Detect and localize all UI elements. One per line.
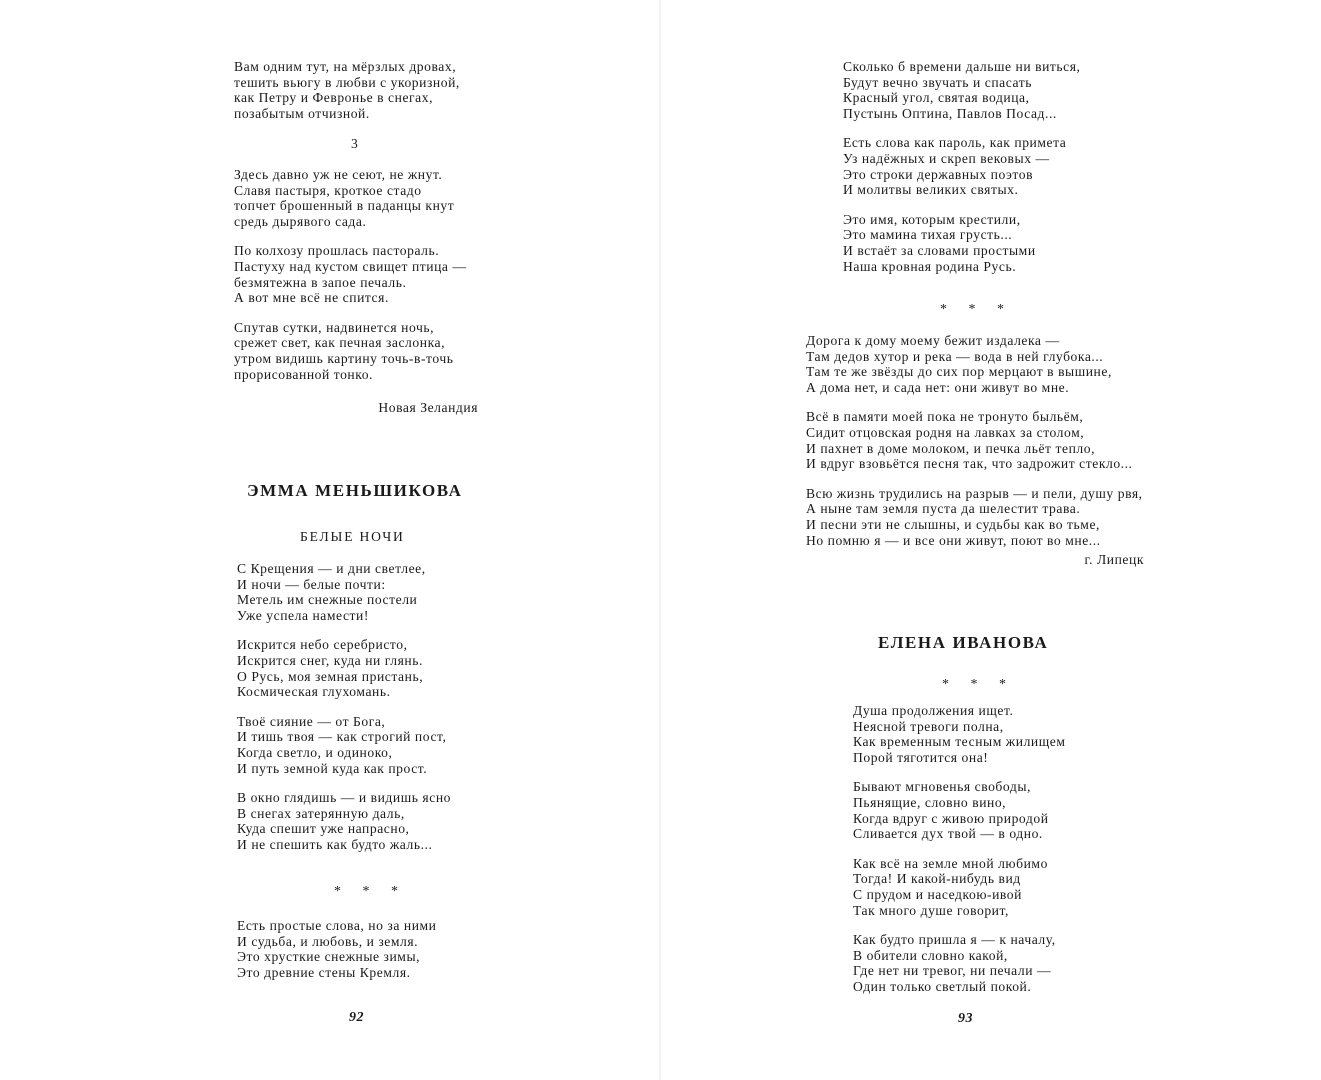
poem-white-nights <box>237 561 451 867</box>
stanza <box>234 320 467 382</box>
stanza <box>853 932 1065 994</box>
verse-line: тешить вьюгу в любви с укоризной, <box>234 74 460 90</box>
verse-line: Уз надёжных и скреп вековых — <box>843 150 1050 166</box>
stanza <box>237 714 451 776</box>
verse-line: позабытым отчизной. <box>234 105 370 121</box>
verse-line: Один только светлый покой. <box>853 978 1032 994</box>
stanza <box>237 790 451 852</box>
poem-continuation <box>843 59 1081 288</box>
verse-line: Это хрусткие снежные зимы, <box>237 949 421 965</box>
verse-line: Вам одним тут, на мёрзлых дровах, <box>234 59 457 74</box>
poem-title: БЕЛЫЕ НОЧИ <box>300 529 405 544</box>
stanza <box>237 637 451 699</box>
verse-line: Это древние стены Кремля. <box>237 964 411 980</box>
page-number: 93 <box>958 1011 973 1026</box>
left-page <box>0 0 660 1080</box>
verse-line: Пустынь Оптина, Павлов Посад... <box>843 105 1057 121</box>
verse-line: В снегах затерянную даль, <box>237 805 405 821</box>
stanza <box>853 779 1065 841</box>
verse-line: топчет брошенный в паданцы кнут <box>234 198 455 214</box>
verse-line: И вдруг взовьётся песня так, что задрожит стекло... <box>806 456 1133 472</box>
asterism-separator: * * * <box>334 884 407 899</box>
page-number: 92 <box>349 1010 364 1025</box>
verse-line: Там дедов хутор и река — вода в ней глубока... <box>806 348 1104 364</box>
verse-line: Куда спешит уже напрасно, <box>237 821 410 837</box>
verse-line: И пахнет в доме молоком, и печка льёт тепло, <box>806 440 1096 456</box>
stanza <box>853 856 1065 918</box>
stanza <box>843 59 1081 121</box>
verse-line: В обители словно какой, <box>853 947 1008 963</box>
verse-line: И ночи — белые почти: <box>237 576 386 592</box>
verse-line: Пьянящие, словно вино, <box>853 794 1007 810</box>
poem-road-home <box>806 333 1143 562</box>
place-signature: г. Липецк <box>1084 552 1144 567</box>
verse-line: Есть слова как пароль, как примета <box>843 135 1067 151</box>
verse-line: А вот мне всё не спится. <box>234 290 389 306</box>
verse-line: Порой тяготится она! <box>853 749 989 765</box>
stanza <box>806 409 1143 471</box>
verse-line: Там те же звёзды до сих пор мерцают в вышине, <box>806 364 1112 380</box>
verse-line: Как будто пришла я — к началу, <box>853 932 1056 948</box>
verse-line: Когда светло, и одиноко, <box>237 744 393 760</box>
verse-line: Искрится снег, куда ни глянь. <box>237 652 423 668</box>
verse-line: Спутав сутки, надвинется ночь, <box>234 319 435 335</box>
verse-line: Но помню я — и все они живут, поют во мне... <box>806 532 1101 548</box>
verse-line: И путь земной куда как прост. <box>237 760 428 776</box>
verse-line: Это мамина тихая грусть... <box>843 227 1013 243</box>
stanza <box>843 212 1081 274</box>
verse-line: Пастуху над кустом свищет птица — <box>234 258 467 274</box>
verse-line: Сколько б времени дальше ни виться, <box>843 59 1081 74</box>
verse-line: утром видишь картину точь-в-точь <box>234 350 454 366</box>
verse-line: И встаёт за словами простыми <box>843 242 1036 258</box>
verse-line: Бывают мгновенья свободы, <box>853 779 1031 795</box>
stanza <box>234 167 467 229</box>
stanza <box>234 243 467 305</box>
place-signature: Новая Зеландия <box>378 400 478 415</box>
verse-line: Здесь давно уж не сеют, не жнут. <box>234 167 443 182</box>
stanza <box>237 918 437 980</box>
verse-line: Душа продолжения ищет. <box>853 703 1014 718</box>
verse-line: Сливается дух твой — в одно. <box>853 826 1043 842</box>
verse-line: Будут вечно звучать и спасать <box>843 74 1032 90</box>
verse-line: Искрится небо серебристо, <box>237 637 408 653</box>
verse-line: Неясной тревоги полна, <box>853 718 1004 734</box>
verse-line: И молитвы великих святых. <box>843 182 1019 198</box>
verse-line: Всё в памяти моей пока не тронуто быльём, <box>806 409 1084 425</box>
verse-line: Метель им снежные постели <box>237 592 418 608</box>
verse-line: О Русь, моя земная пристань, <box>237 668 424 684</box>
verse-line: Тогда! И какой-нибудь вид <box>853 871 1021 887</box>
verse-line: Твоё сияние — от Бога, <box>237 713 386 729</box>
stanza <box>843 135 1081 197</box>
verse-line: Дорога к дому моему бежит издалека — <box>806 333 1060 348</box>
verse-line: Сидит отцовская родня на лавках за столом, <box>806 424 1085 440</box>
verse-line: И тишь твоя — как строгий пост, <box>237 729 447 745</box>
verse-line: Уже успела намести! <box>237 607 369 623</box>
verse-line: прорисованной тонко. <box>234 366 374 382</box>
verse-line: И не спешить как будто жаль... <box>237 836 433 852</box>
stanza <box>234 59 460 121</box>
verse-line: средь дырявого сада. <box>234 213 367 229</box>
stanza <box>853 703 1065 765</box>
verse-line: А дома нет, и сада нет: они живут во мне. <box>806 379 1070 395</box>
verse-line: С прудом и наседкою-ивой <box>853 886 1022 902</box>
verse-line: Это имя, которым крестили, <box>843 211 1021 227</box>
stanza <box>806 333 1143 395</box>
verse-line: Как временным тесным жилищем <box>853 734 1066 750</box>
verse-line: Так много душе говорит, <box>853 902 1009 918</box>
poem-ending <box>234 59 460 135</box>
section-number: 3 <box>351 136 359 151</box>
verse-line: Космическая глухомань. <box>237 684 391 700</box>
verse-line: Всю жизнь трудились на разрыв — и пели, душу рвя, <box>806 485 1143 501</box>
verse-line: срежет свет, как печная заслонка, <box>234 335 446 351</box>
right-page <box>660 0 1321 1080</box>
author-name: ЭММА МЕНЬШИКОВА <box>247 481 463 500</box>
verse-line: Есть простые слова, но за ними <box>237 918 437 933</box>
verse-line: Когда вдруг с живою природой <box>853 810 1049 826</box>
verse-line: И песни эти не слышны, и судьбы как во тьме, <box>806 516 1100 532</box>
poem-simple-words <box>237 918 437 994</box>
verse-line: Славя пастыря, кроткое стадо <box>234 182 422 198</box>
verse-line: Красный угол, святая водица, <box>843 90 1030 106</box>
verse-line: Это строки державных поэтов <box>843 166 1034 182</box>
poem-part-3 <box>234 167 467 396</box>
verse-line: По колхозу прошлась пастораль. <box>234 243 440 259</box>
verse-line: И судьба, и любовь, и земля. <box>237 933 419 949</box>
asterism-separator: * * * <box>942 677 1015 692</box>
stanza <box>237 561 451 623</box>
verse-line: Наша кровная родина Русь. <box>843 258 1017 274</box>
verse-line: как Петру и Февронье в снегах, <box>234 90 434 106</box>
verse-line: Где нет ни тревог, ни печали — <box>853 963 1052 979</box>
verse-line: В окно глядишь — и видишь ясно <box>237 790 451 806</box>
asterism-separator: * * * <box>940 302 1013 317</box>
verse-line: А ныне там земля пуста да шелестит трава. <box>806 501 1081 517</box>
verse-line: Как всё на земле мной любимо <box>853 855 1048 871</box>
author-name: ЕЛЕНА ИВАНОВА <box>878 633 1049 652</box>
verse-line: С Крещения — и дни светлее, <box>237 561 426 576</box>
verse-line: безмятежна в запое печаль. <box>234 274 407 290</box>
stanza <box>806 486 1143 548</box>
poem-soul <box>853 703 1065 1009</box>
